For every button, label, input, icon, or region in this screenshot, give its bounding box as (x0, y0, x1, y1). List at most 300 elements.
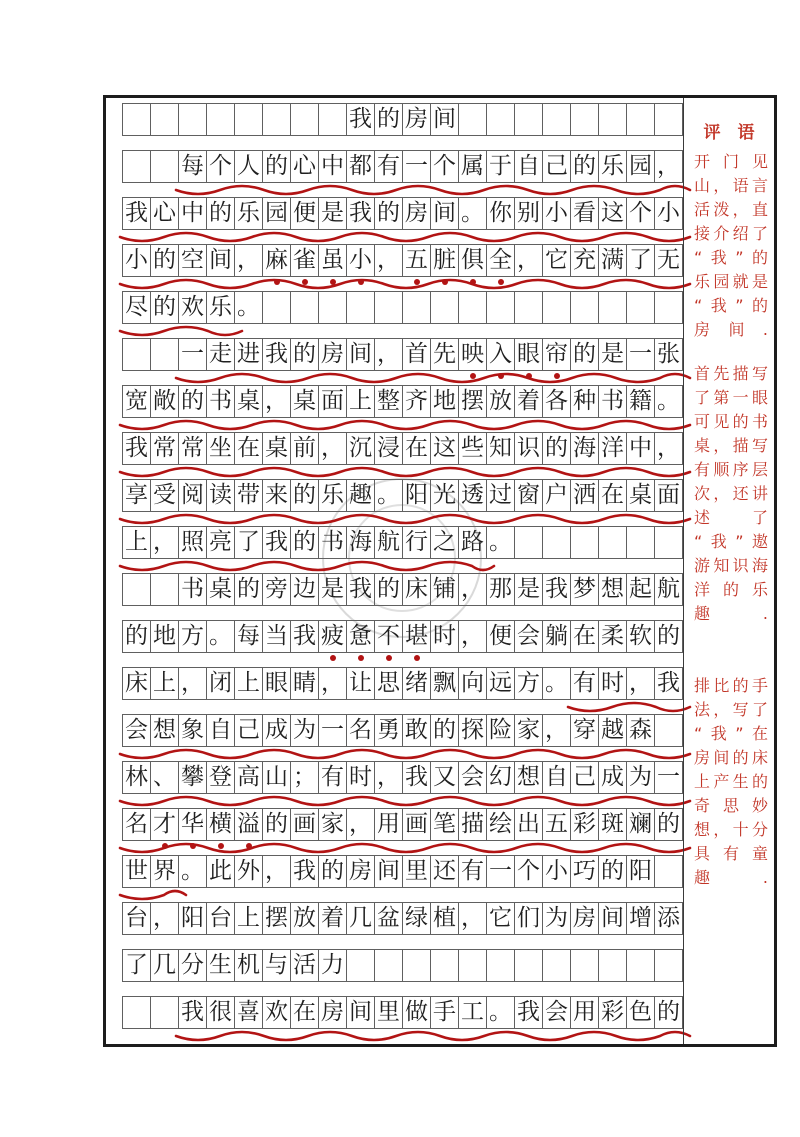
spacing-strip (122, 1029, 683, 1043)
text-row (122, 479, 684, 512)
grid-cell: 书 (319, 527, 347, 558)
grid-cell: 们 (515, 903, 543, 934)
emphasis-dot (414, 655, 420, 661)
grid-cell: 与 (263, 950, 291, 981)
comment-line: 可见的书 (694, 412, 768, 431)
grid-cell: 我 (543, 574, 571, 605)
text-row (122, 291, 684, 324)
spacing-strip (122, 418, 683, 432)
grid-cell: 想 (151, 715, 179, 746)
wavy-underline (118, 230, 692, 244)
grid-cell: 常 (151, 433, 179, 464)
grid-cell: 斑 (599, 809, 627, 840)
emphasis-dot (470, 279, 476, 285)
grid-cell: 齐 (403, 386, 431, 417)
emphasis-dot (274, 279, 280, 285)
comment-line: “我”遨 (694, 532, 768, 551)
grid-cell: 台 (123, 903, 151, 934)
grid-cell: 为 (543, 903, 571, 934)
grid-cell: 人 (235, 151, 263, 182)
emphasis-dot (554, 373, 560, 379)
grid-cell (655, 856, 683, 887)
grid-cell: 别 (515, 198, 543, 229)
grid-cell: 的 (543, 433, 571, 464)
grid-cell: 摆 (459, 386, 487, 417)
grid-cell: 会 (543, 997, 571, 1028)
grid-cell: ， (375, 339, 403, 370)
text-row (122, 338, 684, 371)
grid-cell: 了 (627, 245, 655, 276)
grid-cell: 知 (487, 433, 515, 464)
comment-line: 山，语言 (694, 176, 768, 195)
grid-cell: 我 (403, 762, 431, 793)
grid-cell: 园 (263, 198, 291, 229)
grid-cell: 在 (403, 433, 431, 464)
grid-cell: 绪 (403, 668, 431, 699)
grid-cell: 走 (207, 339, 235, 370)
comment-line: 具有童 (694, 844, 768, 863)
grid-cell: 绿 (403, 903, 431, 934)
grid-cell: 阳 (403, 480, 431, 511)
grid-cell (599, 292, 627, 323)
grid-cell: 生 (207, 950, 235, 981)
comment-block (694, 150, 768, 342)
grid-cell: 里 (375, 997, 403, 1028)
grid-cell: 便 (291, 198, 319, 229)
grid-cell (179, 104, 207, 135)
grid-cell: 尽 (123, 292, 151, 323)
grid-cell: 探 (459, 715, 487, 746)
comment-line: “我”的 (694, 248, 768, 267)
grid-cell: 阳 (179, 903, 207, 934)
grid-cell: 中 (319, 151, 347, 182)
spacing-strip (122, 982, 683, 996)
grid-cell (235, 104, 263, 135)
grid-cell (543, 527, 571, 558)
grid-cell: 乐 (599, 151, 627, 182)
grid-cell (571, 950, 599, 981)
grid-cell: 中 (179, 198, 207, 229)
grid-cell: 为 (291, 715, 319, 746)
grid-cell: 阳 (627, 856, 655, 887)
grid-cell: 来 (263, 480, 291, 511)
grid-cell (515, 104, 543, 135)
grid-cell: 是 (515, 574, 543, 605)
grid-cell: ， (263, 386, 291, 417)
grid-cell: 窗 (515, 480, 543, 511)
grid-cell: 小 (543, 198, 571, 229)
grid-cell: 个 (207, 151, 235, 182)
grid-cell: 机 (235, 950, 263, 981)
grid-cell: 整 (375, 386, 403, 417)
grid-cell: 行 (403, 527, 431, 558)
comment-line: 上产生的 (694, 772, 768, 791)
wavy-underline (174, 183, 692, 197)
grid-cell: 全 (487, 245, 515, 276)
grid-cell: 攀 (179, 762, 207, 793)
grid-cell: 上 (151, 668, 179, 699)
comment-line: “我”在 (694, 724, 768, 743)
grid-cell: 我 (263, 527, 291, 558)
grid-cell (655, 104, 683, 135)
grid-cell: 桌 (627, 480, 655, 511)
grid-cell: 麻 (263, 245, 291, 276)
grid-cell: 于 (487, 151, 515, 182)
grid-cell: 乐 (207, 292, 235, 323)
grid-cell (123, 104, 151, 135)
grid-cell: 透 (459, 480, 487, 511)
grid-cell (151, 339, 179, 370)
grid-cell (599, 104, 627, 135)
grid-cell: ， (319, 668, 347, 699)
emphasis-dot (358, 279, 364, 285)
grid-cell (459, 104, 487, 135)
grid-cell: 。 (179, 856, 207, 887)
title-row (122, 103, 684, 136)
grid-cell: 的 (571, 151, 599, 182)
grid-cell: 象 (179, 715, 207, 746)
grid-cell: 名 (123, 809, 151, 840)
grid-cell: 这 (599, 198, 627, 229)
grid-cell: 画 (403, 809, 431, 840)
grid-cell: 自 (207, 715, 235, 746)
grid-cell (319, 104, 347, 135)
grid-cell: 在 (571, 621, 599, 652)
grid-cell: 睛 (291, 668, 319, 699)
grid-cell: 航 (655, 574, 683, 605)
spacing-strip (122, 512, 683, 526)
grid-cell: 不 (375, 621, 403, 652)
comment-line: 乐园就是 (694, 272, 768, 291)
grid-cell: 惫 (347, 621, 375, 652)
grid-cell: 我 (515, 997, 543, 1028)
grid-cell: 摆 (263, 903, 291, 934)
grid-cell: 的 (179, 386, 207, 417)
grid-cell: 。 (543, 668, 571, 699)
grid-cell: 在 (599, 480, 627, 511)
grid-cell: 着 (319, 903, 347, 934)
grid-cell: 堪 (403, 621, 431, 652)
grid-cell: 越 (599, 715, 627, 746)
grid-cell: 盆 (375, 903, 403, 934)
grid-cell: 远 (487, 668, 515, 699)
grid-cell: 一 (655, 762, 683, 793)
grid-cell: 软 (627, 621, 655, 652)
grid-cell: 。 (459, 198, 487, 229)
text-row (122, 385, 684, 418)
grid-cell (123, 339, 151, 370)
wavy-underline (118, 888, 188, 902)
grid-cell: 受 (151, 480, 179, 511)
wavy-underline (118, 512, 692, 526)
grid-cell: 的 (207, 198, 235, 229)
grid-cell (571, 292, 599, 323)
grid-cell (655, 715, 683, 746)
grid-cell: 趣 (347, 480, 375, 511)
grid-cell (375, 950, 403, 981)
grid-cell: 上 (347, 386, 375, 417)
grid-cell: 了 (235, 527, 263, 558)
grid-cell (431, 292, 459, 323)
grid-cell (291, 104, 319, 135)
grid-cell: 路 (459, 527, 487, 558)
grid-cell: 上 (123, 527, 151, 558)
grid-cell: 还 (431, 856, 459, 887)
grid-cell: ， (375, 245, 403, 276)
grid-cell: 都 (347, 151, 375, 182)
grid-cell: 它 (543, 245, 571, 276)
grid-cell: 地 (151, 621, 179, 652)
grid-cell: 描 (459, 809, 487, 840)
grid-cell (487, 292, 515, 323)
grid-cell (347, 950, 375, 981)
grid-cell: 勇 (375, 715, 403, 746)
grid-cell: 有 (571, 668, 599, 699)
emphasis-dot (330, 655, 336, 661)
grid-cell: ， (459, 903, 487, 934)
grid-cell: ， (151, 903, 179, 934)
grid-cell: 绘 (487, 809, 515, 840)
comment-line: 想，十分 (694, 820, 768, 839)
grid-cell: 柔 (599, 621, 627, 652)
grid-cell: 彩 (599, 997, 627, 1028)
text-row (122, 197, 684, 230)
grid-cell: 很 (207, 997, 235, 1028)
comment-line: 排比的手 (694, 676, 768, 695)
spacing-strip (122, 700, 683, 714)
grid-cell: 的 (655, 997, 683, 1028)
grid-cell: 的 (655, 621, 683, 652)
grid-cell: 洒 (571, 480, 599, 511)
grid-cell (571, 104, 599, 135)
grid-cell: 帘 (543, 339, 571, 370)
grid-cell: 各 (543, 386, 571, 417)
wavy-underline (174, 371, 692, 385)
emphasis-dot (330, 279, 336, 285)
grid-cell: 些 (459, 433, 487, 464)
grid-cell: 乐 (235, 198, 263, 229)
grid-cell: 常 (179, 433, 207, 464)
grid-cell: ， (263, 856, 291, 887)
grid-cell: 敞 (151, 386, 179, 417)
grid-cell: 喜 (235, 997, 263, 1028)
grid-cell: 一 (179, 339, 207, 370)
grid-cell: 有 (319, 762, 347, 793)
grid-cell: 我 (123, 198, 151, 229)
grid-cell: 充 (571, 245, 599, 276)
grid-cell: 一 (487, 856, 515, 887)
grid-cell: 边 (291, 574, 319, 605)
grid-cell: 阅 (179, 480, 207, 511)
grid-cell: 每 (235, 621, 263, 652)
grid-cell: 我 (347, 198, 375, 229)
emphasis-dot (190, 843, 196, 849)
grid-cell: 间 (347, 339, 375, 370)
emphasis-dot (414, 279, 420, 285)
grid-cell: 用 (375, 809, 403, 840)
grid-cell: ， (375, 762, 403, 793)
comment-line: 法，写了 (694, 700, 768, 719)
comment-line: 奇思妙 (694, 796, 768, 815)
grid-cell: 房 (347, 856, 375, 887)
comment-line: 房间. (694, 320, 768, 339)
grid-cell: 的 (431, 715, 459, 746)
comment-line: 桌，描写 (694, 436, 768, 455)
grid-cell: 梦 (571, 574, 599, 605)
grid-cell: 己 (235, 715, 263, 746)
grid-cell: 你 (487, 198, 515, 229)
grid-cell: 欢 (263, 997, 291, 1028)
grid-cell (347, 292, 375, 323)
grid-cell: 我 (263, 339, 291, 370)
grid-cell (627, 104, 655, 135)
wavy-underline (118, 841, 692, 855)
spacing-strip (122, 230, 683, 244)
wavy-underline (118, 418, 692, 432)
wavy-underline (118, 747, 692, 761)
grid-cell: 的 (151, 245, 179, 276)
grid-cell: 飘 (431, 668, 459, 699)
grid-cell: 方 (179, 621, 207, 652)
grid-cell: 小 (543, 856, 571, 887)
grid-cell: 在 (235, 433, 263, 464)
grid-cell: 籍 (627, 386, 655, 417)
grid-cell: 做 (403, 997, 431, 1028)
grid-cell: 自 (515, 151, 543, 182)
grid-cell: 的 (263, 151, 291, 182)
grid-cell: 想 (515, 762, 543, 793)
grid-cell: 进 (235, 339, 263, 370)
emphasis-dot (526, 373, 532, 379)
grid-cell: 园 (627, 151, 655, 182)
grid-cell: ， (319, 433, 347, 464)
grid-cell: 桌 (235, 386, 263, 417)
comments-column (683, 98, 774, 1044)
grid-cell: 台 (207, 903, 235, 934)
wavy-underline (118, 794, 692, 808)
composition-grid (122, 103, 697, 1043)
spacing-strip (122, 465, 683, 479)
grid-cell: 房 (319, 339, 347, 370)
grid-cell (655, 292, 683, 323)
grid-cell: 海 (347, 527, 375, 558)
grid-cell: 个 (627, 198, 655, 229)
grid-cell: 桌 (207, 574, 235, 605)
grid-cell: 床 (403, 574, 431, 605)
grid-cell: 我 (291, 621, 319, 652)
grid-cell: 出 (515, 809, 543, 840)
spacing-strip (122, 747, 683, 761)
grid-cell: 间 (347, 997, 375, 1028)
grid-cell (263, 292, 291, 323)
grid-cell: 。 (235, 292, 263, 323)
grid-cell: 让 (347, 668, 375, 699)
comment-line: 趣. (694, 604, 768, 623)
grid-cell: 上 (235, 903, 263, 934)
comment-line: “我”的 (694, 296, 768, 315)
grid-cell: 我 (347, 574, 375, 605)
grid-cell: 力 (319, 950, 347, 981)
grid-cell: 房 (403, 104, 431, 135)
grid-cell (599, 950, 627, 981)
grid-cell: 起 (627, 574, 655, 605)
grid-cell: 亮 (207, 527, 235, 558)
text-row (122, 949, 684, 982)
comment-block (694, 362, 768, 626)
grid-cell: 有 (375, 151, 403, 182)
grid-cell: 小 (655, 198, 683, 229)
grid-cell: 雀 (291, 245, 319, 276)
grid-cell: ， (655, 433, 683, 464)
grid-cell: 面 (319, 386, 347, 417)
grid-cell (431, 950, 459, 981)
grid-cell: 我 (123, 433, 151, 464)
grid-cell: 的 (291, 339, 319, 370)
grid-cell: 当 (263, 621, 291, 652)
grid-cell (403, 950, 431, 981)
grid-cell: 植 (431, 903, 459, 934)
grid-cell (627, 292, 655, 323)
grid-cell: 又 (431, 762, 459, 793)
grid-cell: 的 (123, 621, 151, 652)
grid-cell (263, 104, 291, 135)
spacing-strip (122, 606, 683, 620)
grid-cell (655, 527, 683, 558)
grid-cell (515, 950, 543, 981)
grid-cell (151, 151, 179, 182)
grid-cell: 无 (655, 245, 683, 276)
grid-cell: 宽 (123, 386, 151, 417)
grid-cell: 俱 (459, 245, 487, 276)
grid-cell: 疲 (319, 621, 347, 652)
grid-cell: ， (515, 245, 543, 276)
emphasis-dot (498, 279, 504, 285)
grid-cell: 此 (207, 856, 235, 887)
wavy-underline (118, 277, 692, 291)
grid-cell: 的 (151, 292, 179, 323)
grid-cell: 的 (375, 574, 403, 605)
grid-cell: 会 (123, 715, 151, 746)
wavy-underline (118, 324, 244, 338)
grid-cell: 着 (515, 386, 543, 417)
comment-line: 开门见 (694, 152, 768, 171)
grid-cell: 成 (599, 762, 627, 793)
spacing-strip (122, 653, 683, 667)
spacing-strip (122, 277, 683, 291)
grid-cell: 成 (263, 715, 291, 746)
grid-cell: ， (459, 574, 487, 605)
comment-line: 了第一眼 (694, 388, 768, 407)
wavy-underline (174, 1029, 692, 1043)
grid-cell: 几 (347, 903, 375, 934)
text-row (122, 150, 684, 183)
grid-cell: 小 (123, 245, 151, 276)
composition-sheet (103, 95, 777, 1047)
grid-cell (487, 950, 515, 981)
grid-cell: 入 (487, 339, 515, 370)
grid-cell: ， (627, 668, 655, 699)
grid-cell: 过 (487, 480, 515, 511)
grid-cell: 航 (375, 527, 403, 558)
grid-cell: 的 (375, 198, 403, 229)
grid-cell: 洋 (599, 433, 627, 464)
text-row (122, 620, 684, 653)
text-row (122, 761, 684, 794)
grid-cell: 读 (207, 480, 235, 511)
grid-cell: 照 (179, 527, 207, 558)
grid-cell: 它 (487, 903, 515, 934)
grid-cell: 光 (431, 480, 459, 511)
